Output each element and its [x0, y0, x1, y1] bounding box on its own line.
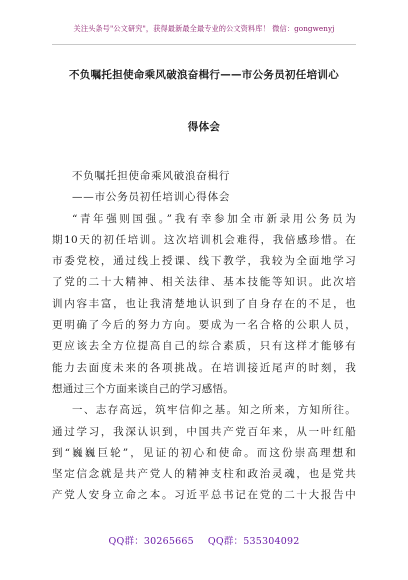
document-title-line-1: 不负嘱托担使命乘风破浪奋楫行——市公务员初任培训心: [69, 69, 339, 81]
subtitle-line-2: ——市公务员初任培训心得体会: [72, 191, 231, 204]
document-title-line-2: 得体会: [187, 121, 221, 133]
subtitle-line-1: 不负嘱托担使命乘风破浪奋楫行: [72, 170, 231, 182]
paragraph-line: 坚定信念就是共产党人的精神支柱和政治灵魂，也是党共: [52, 468, 356, 481]
footer-contact: [0, 533, 408, 547]
paragraph-line: 更明确了今后的努力方向。要成为一名合格的公职人员，: [52, 319, 356, 332]
paragraph-line: “青年强则国强。”我有幸参加全市新录用公务员为: [72, 212, 356, 225]
footer-qq-group-1: QQ群：30265665: [108, 536, 194, 547]
paragraph-1: [52, 209, 356, 401]
paragraph-line: 训内容丰富，也让我清楚地认识到了自身存在的不足，也: [52, 297, 356, 310]
paragraph-line: 能力去面度未来的各项挑战。在培训接近尾声的时刻，我: [52, 361, 356, 374]
footer-qq-group-2: QQ群：535304092: [207, 536, 300, 547]
paragraph-line: 一、志存高远，筑牢信仰之基。知之所来，方知所往。: [72, 404, 356, 417]
paragraph-2: [52, 400, 356, 506]
document-body: [52, 166, 356, 507]
paragraph-line: 到“巍巍巨轮”，见证的初心和使命。而这份崇高理想和: [52, 446, 356, 459]
paragraph-line: 更应该去全方位提高自己的综合素质，只有这样才能够有: [52, 340, 356, 353]
header-banner: 关注头条号"公文研究"，获得最新最全最专业的公文资料库！ 微信：gongwenyj: [73, 24, 335, 33]
paragraph-line: 了党的二十大精神、相关法律、基本技能等知识。此次培: [52, 276, 356, 289]
paragraph-line: 产党人安身立命之本。习近平总书记在党的二十大报告中: [52, 489, 356, 502]
paragraph-line: 市委党校，通过线上授课、线下教学，我较为全面地学习: [52, 255, 356, 268]
paragraph-line: 通过学习，我深认识到，中国共产党百年来，从一叶红船: [52, 425, 356, 438]
paragraph-line: 期10天的初任培训。这次培训机会难得，我倍感珍惜。在: [52, 233, 356, 246]
header-divider: [52, 44, 356, 45]
paragraph-line: 想通过三个方面来谈自己的学习感悟。: [52, 382, 234, 395]
